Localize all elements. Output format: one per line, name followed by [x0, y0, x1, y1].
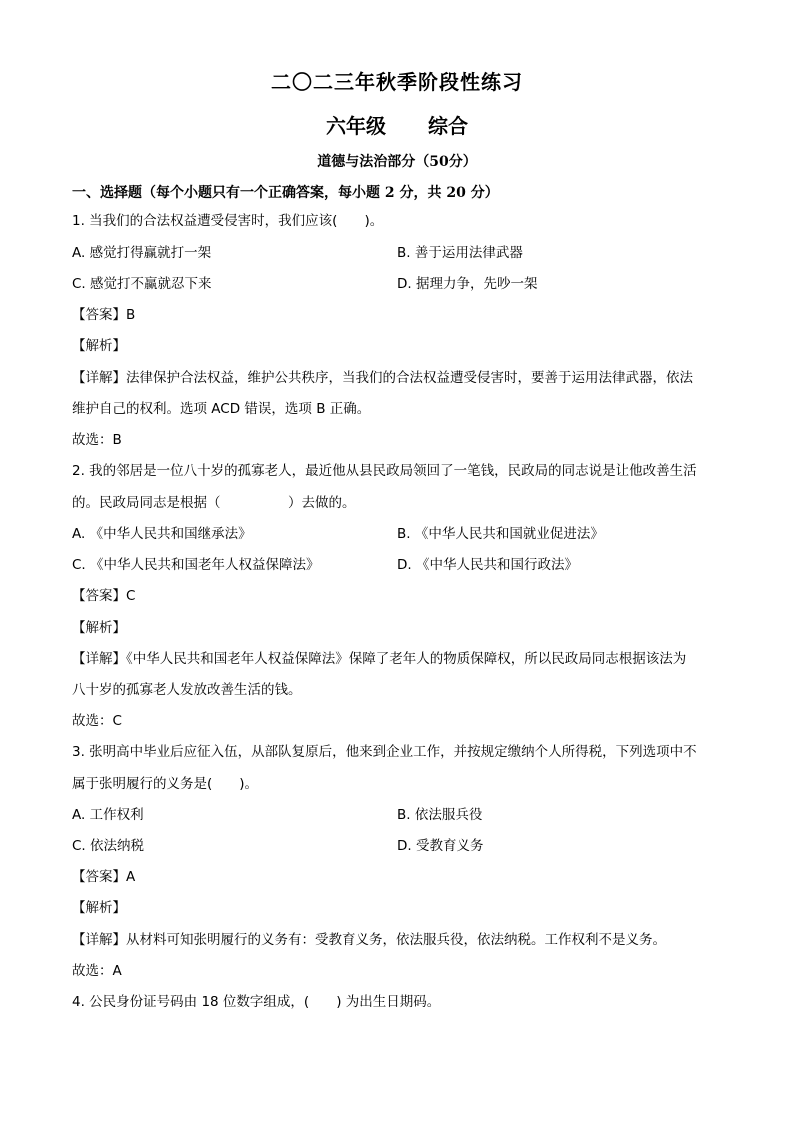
question-2-option-d: D. 《中华人民共和国行政法》 — [397, 557, 578, 573]
question-1-analysis: 【解析】 — [72, 338, 126, 354]
grade-subject-line — [0, 110, 794, 139]
subject-label: 综合 — [428, 114, 468, 138]
question-1-detail-line-2: 维护自己的权利。选项 ACD 错误，选项 B 正确。 — [72, 401, 371, 417]
question-4-stem-line-1: 4. 公民身份证号码由 18 位数字组成，( ) 为出生日期码。 — [72, 994, 441, 1010]
question-3-option-b: B. 依法服兵役 — [397, 807, 483, 823]
question-3-choice: 故选：A — [72, 963, 122, 979]
question-1-option-c: C. 感觉打不赢就忍下来 — [72, 276, 212, 292]
section-heading: 一、选择题（每个小题只有一个正确答案，每小题 2 分，共 20 分） — [72, 185, 499, 201]
question-3-option-d: D. 受教育义务 — [397, 838, 484, 854]
part-heading: 道德与法治部分（50分） — [317, 154, 477, 170]
question-2-option-c: C. 《中华人民共和国老年人权益保障法》 — [72, 557, 320, 573]
question-3-stem-line-2: 属于张明履行的义务是( )。 — [72, 776, 259, 792]
question-2-analysis: 【解析】 — [72, 620, 126, 636]
question-1-option-b: B. 善于运用法律武器 — [397, 245, 523, 261]
question-1-detail-line-1: 【详解】法律保护合法权益，维护公共秩序，当我们的合法权益遭受侵害时，要善于运用法律武器，依法 — [72, 370, 693, 386]
question-2-detail-line-1: 【详解】《中华人民共和国老年人权益保障法》保障了老年人的物质保障权，所以民政局同志根据该法为 — [72, 651, 687, 667]
question-2-detail-line-2: 八十岁的孤寡老人发放改善生活的钱。 — [72, 682, 302, 698]
question-3-option-a: A. 工作权利 — [72, 807, 144, 823]
question-1-answer: 【答案】B — [72, 307, 136, 323]
question-1-option-a: A. 感觉打得赢就打一架 — [72, 245, 212, 261]
question-2-answer: 【答案】C — [72, 588, 136, 604]
question-3-answer: 【答案】A — [72, 869, 136, 885]
grade-label: 六年级 — [326, 114, 386, 138]
question-3-detail-line-1: 【详解】从材料可知张明履行的义务有：受教育义务，依法服兵役，依法纳税。工作权利不是义务。 — [72, 932, 666, 948]
question-2-option-b: B. 《中华人民共和国就业促进法》 — [397, 526, 604, 542]
question-3-option-c: C. 依法纳税 — [72, 838, 145, 854]
question-2-stem-line-1: 2. 我的邻居是一位八十岁的孤寡老人，最近他从县民政局领回了一笔钱，民政局的同志说是让他改善生活 — [72, 463, 697, 479]
question-1-stem-line-1: 1. 当我们的合法权益遭受侵害时，我们应该( )。 — [72, 213, 384, 229]
question-3-stem-line-1: 3. 张明高中毕业后应征入伍，从部队复原后，他来到企业工作，并按规定缴纳个人所得税，下列选项中不 — [72, 744, 697, 760]
question-2-choice: 故选：C — [72, 713, 122, 729]
question-2-option-a: A. 《中华人民共和国继承法》 — [72, 526, 252, 542]
exam-title: 二〇二三年秋季阶段性练习 — [271, 70, 523, 94]
question-2-stem-line-2: 的。民政局同志是根据（ ）去做的。 — [72, 495, 356, 511]
question-1-option-d: D. 据理力争，先吵一架 — [397, 276, 538, 292]
question-3-analysis: 【解析】 — [72, 900, 126, 916]
question-1-choice: 故选：B — [72, 432, 122, 448]
